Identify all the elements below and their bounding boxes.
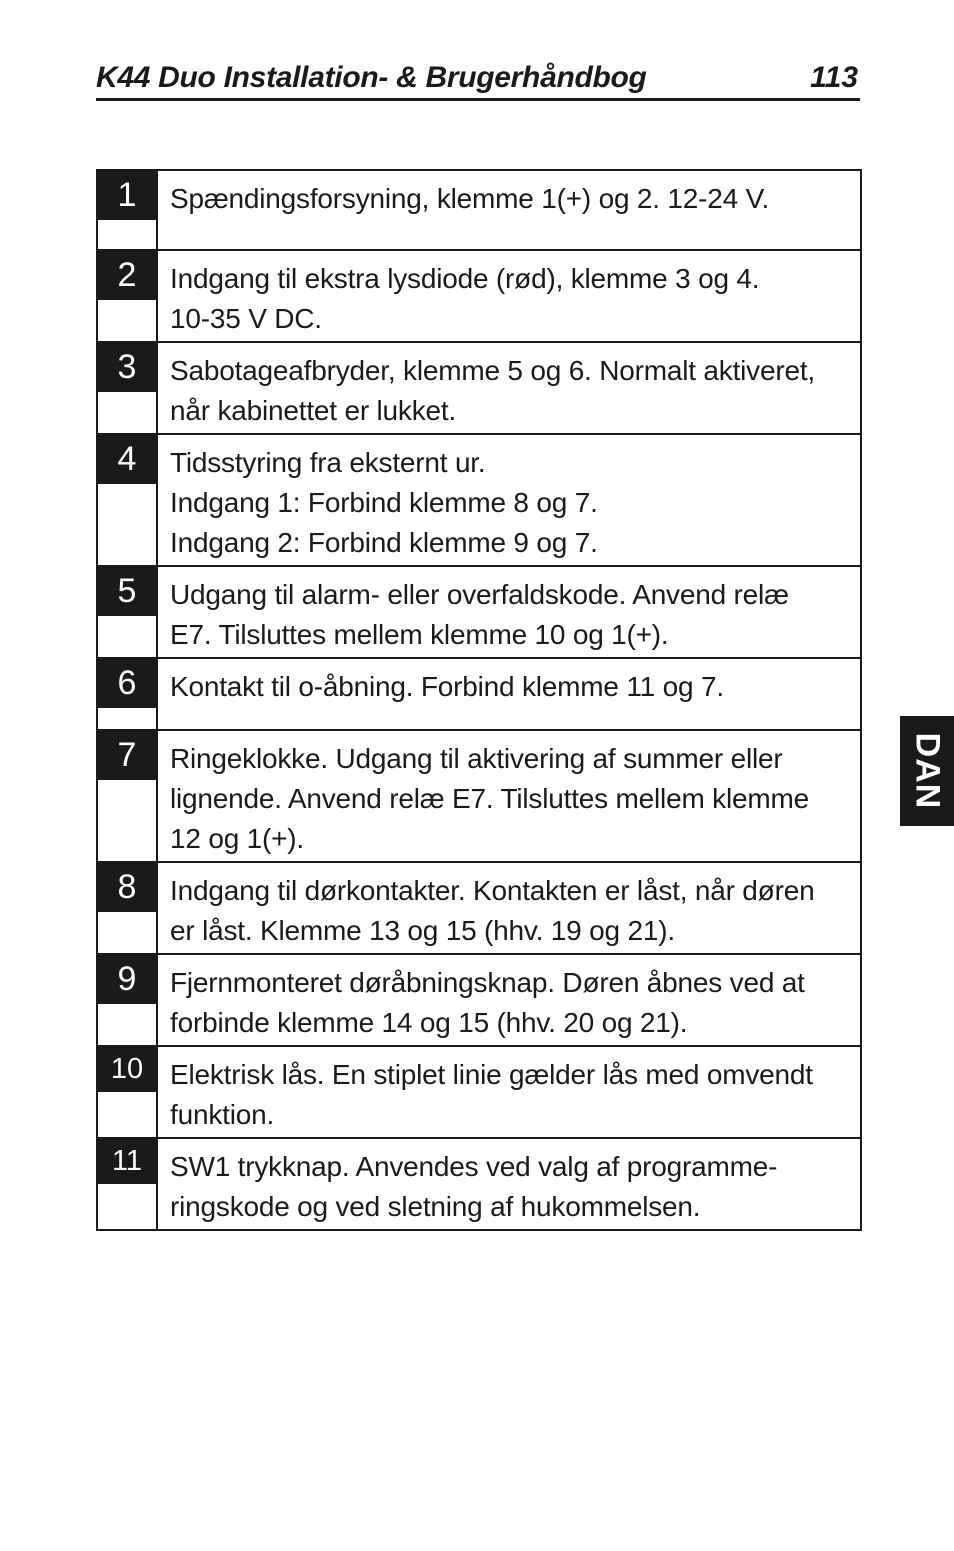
- number-cell: [98, 435, 158, 565]
- description-cell: [158, 731, 860, 861]
- table-row: [98, 249, 860, 341]
- description-line: er låst. Klemme 13 og 15 (hhv. 19 og 21).: [170, 915, 675, 946]
- number-cell: [98, 1047, 158, 1137]
- description-line: Ringeklokke. Udgang til aktivering af summer eller: [170, 743, 783, 774]
- number-cell: [98, 659, 158, 729]
- number-cell: [98, 955, 158, 1045]
- item-number-badge: 8: [98, 863, 156, 912]
- table-row: [98, 729, 860, 861]
- number-cell: [98, 567, 158, 657]
- description-line: Udgang til alarm- eller overfaldskode. Anvend relæ: [170, 579, 789, 610]
- description-line: funktion.: [170, 1099, 275, 1130]
- description-line: SW1 trykknap. Anvendes ved valg af programme-: [170, 1151, 778, 1182]
- description-line: Elektrisk lås. En stiplet linie gælder lås med omvendt: [170, 1059, 813, 1090]
- description-cell: [158, 171, 860, 249]
- table-row: [98, 1137, 860, 1229]
- description-line: forbinde klemme 14 og 15 (hhv. 20 og 21).: [170, 1007, 688, 1038]
- page-header: [96, 58, 860, 101]
- description-line: Indgang 2: Forbind klemme 9 og 7.: [170, 527, 598, 558]
- item-number-badge: 10: [98, 1047, 156, 1092]
- description-cell: [158, 863, 860, 953]
- language-tab: [900, 716, 954, 826]
- number-cell: [98, 171, 158, 249]
- description-cell: [158, 567, 860, 657]
- description-line: lignende. Anvend relæ E7. Tilsluttes mellem klemme: [170, 783, 809, 814]
- description-line: ringskode og ved sletning af hukommelsen.: [170, 1191, 701, 1222]
- number-cell: [98, 251, 158, 341]
- item-number-badge: 5: [98, 567, 156, 616]
- description-line: 10-35 V DC.: [170, 303, 322, 334]
- item-number-badge: 6: [98, 659, 156, 708]
- description-line: Indgang til dørkontakter. Kontakten er låst, når døren: [170, 875, 815, 906]
- description-line: Sabotageafbryder, klemme 5 og 6. Normalt aktiveret,: [170, 355, 816, 386]
- description-cell: [158, 1047, 860, 1137]
- table-row: [98, 657, 860, 729]
- table-row: [98, 171, 860, 249]
- description-cell: [158, 435, 860, 565]
- table-row: [98, 861, 860, 953]
- item-number-badge: 4: [98, 435, 156, 484]
- table-row: [98, 1045, 860, 1137]
- description-cell: [158, 343, 860, 433]
- description-line: 12 og 1(+).: [170, 823, 304, 854]
- page-number: 113: [810, 61, 858, 94]
- table-row: [98, 953, 860, 1045]
- description-cell: [158, 251, 860, 341]
- document-title: K44 Duo Installation- & Brugerhåndbog: [96, 61, 647, 94]
- description-line: Fjernmonteret døråbningsknap. Døren åbnes ved at: [170, 967, 805, 998]
- language-tab-label: DAN: [908, 732, 947, 810]
- number-cell: [98, 863, 158, 953]
- terminal-legend-table: [96, 169, 862, 1231]
- description-line: når kabinettet er lukket.: [170, 395, 457, 426]
- number-cell: [98, 343, 158, 433]
- item-number-badge: 2: [98, 251, 156, 300]
- description-line: Spændingsforsyning, klemme 1(+) og 2. 12-24 V.: [170, 183, 770, 214]
- number-cell: [98, 1139, 158, 1229]
- description-cell: [158, 1139, 860, 1229]
- description-line: Indgang 1: Forbind klemme 8 og 7.: [170, 487, 598, 518]
- table-row: [98, 565, 860, 657]
- description-line: E7. Tilsluttes mellem klemme 10 og 1(+).: [170, 619, 669, 650]
- item-number-badge: 1: [98, 171, 156, 220]
- description-line: Tidsstyring fra eksternt ur.: [170, 447, 486, 478]
- item-number-badge: 9: [98, 955, 156, 1004]
- item-number-badge: 11: [98, 1139, 156, 1184]
- item-number-badge: 7: [98, 731, 156, 780]
- description-line: Kontakt til o-åbning. Forbind klemme 11 og 7.: [170, 671, 724, 702]
- description-cell: [158, 659, 860, 729]
- description-line: Indgang til ekstra lysdiode (rød), klemme 3 og 4.: [170, 263, 760, 294]
- number-cell: [98, 731, 158, 861]
- description-cell: [158, 955, 860, 1045]
- item-number-badge: 3: [98, 343, 156, 392]
- table-row: [98, 341, 860, 433]
- table-row: [98, 433, 860, 565]
